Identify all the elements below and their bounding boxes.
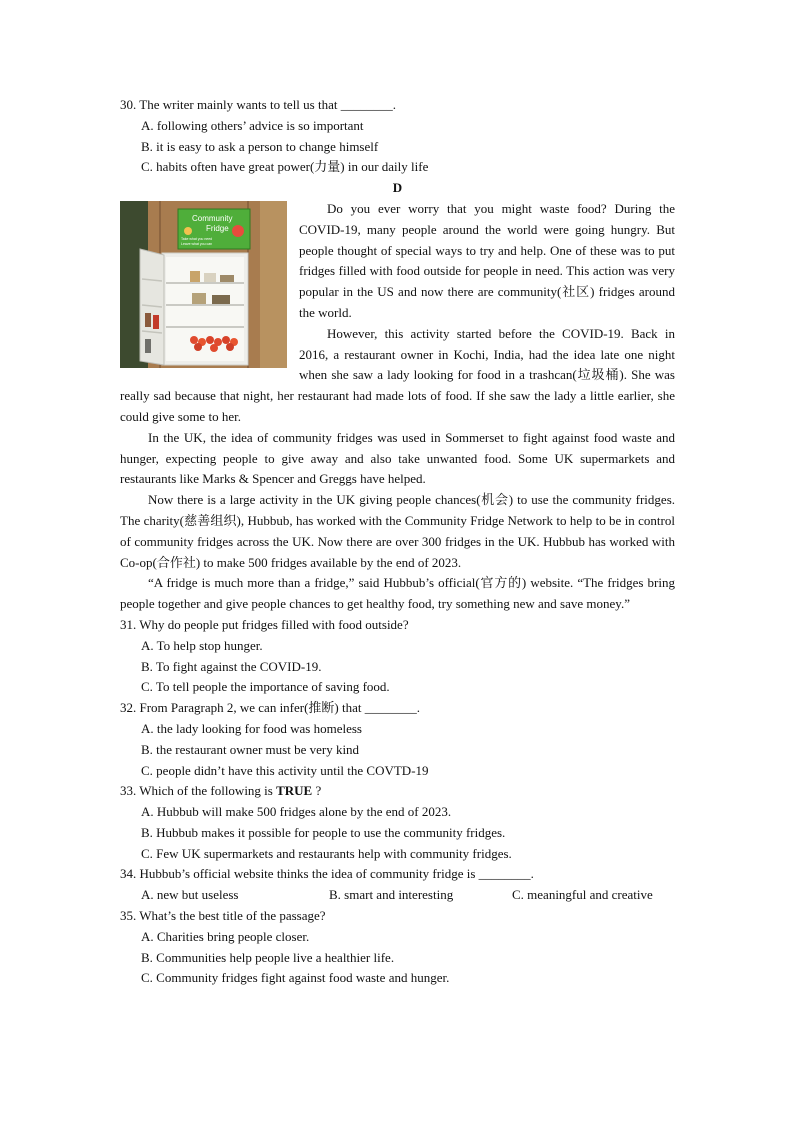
question-34-option-c: C. meaningful and creative [512, 887, 653, 903]
sign-title-1: Community [192, 213, 233, 223]
question-34-options [141, 885, 675, 906]
question-34-option-b: B. smart and interesting [329, 887, 454, 903]
question-33-stem [120, 781, 675, 802]
question-31-option-a: A. To help stop hunger. [141, 637, 263, 653]
sign-small-2: Leave what you can [181, 241, 213, 246]
question-35-option-c: C. Community fridges fight against food waste and hunger. [141, 970, 450, 986]
question-31-stem: 31. Why do people put fridges filled with food outside? [120, 616, 409, 632]
question-33-option-b: B. Hubbub makes it possible for people to use the community fridges. [141, 824, 506, 840]
question-31-option-c: C. To tell people the importance of saving food. [141, 679, 390, 695]
passage-paragraph-5: “A fridge is much more than a fridge,” said Hubbub’s official(官方的) website. “The fridges bring people together and give people chances to get healthy food, try something new and save money.” [120, 575, 675, 612]
community-fridge-photo [120, 201, 287, 368]
question-30-stem: 30. The writer mainly wants to tell us that ________. [120, 97, 396, 112]
question-33-stem-emphasis: TRUE [276, 783, 313, 799]
question-30-option-c: C. habits often have great power(力量) in our daily life [141, 159, 429, 175]
question-32-option-b: B. the restaurant owner must be very kind [141, 741, 360, 757]
passage-paragraph-2: However, this activity started before the COVID-19. Back in 2016, a restaurant owner in Kochi, India, had the idea late one night when she saw a lady looking for food in a trashcan(垃圾桶). She was really sad because that night, her restaurant had made lots of food. If she saw the lady a little earlier, she could give some to her. [120, 325, 675, 424]
passage-paragraph-1: Do you ever worry that you might waste food? During the COVID-19, many people around the world were going hungry. But people thought of special ways to try and help. One of these was to put fridges filled with food outside for people in need. This action was very popular in the US and now there are community(社区) fridges around the world. [299, 200, 675, 320]
question-33-option-a: A. Hubbub will make 500 fridges alone by the end of 2023. [141, 804, 452, 820]
exam-page [120, 95, 675, 989]
question-34-option-a: A. new but useless [141, 887, 239, 903]
sign-title-2: Fridge [206, 223, 229, 233]
passage-paragraph-3: In the UK, the idea of community fridges was used in Sommerset to fight against food waste and hunger, expecting people to give away and also take unwanted food. Some UK supermarkets and restaurants like Marks & Spencer and Greggs have helped. [120, 429, 675, 487]
question-32-option-c: C. people didn’t have this activity until the COVTD-19 [141, 762, 429, 778]
question-35-option-a: A. Charities bring people closer. [141, 928, 310, 944]
question-35-stem: 35. What’s the best title of the passage? [120, 908, 326, 924]
question-34-stem: 34. Hubbub’s official website thinks the idea of community fridge is ________. [120, 866, 534, 882]
question-33-stem-prefix: 33. Which of the following is [120, 783, 277, 799]
question-30-option-a: A. following others’ advice is so important [141, 117, 364, 133]
question-30-option-b: B. it is easy to ask a person to change himself [141, 138, 379, 154]
question-32-stem: 32. From Paragraph 2, we can infer(推断) that ________. [120, 700, 421, 716]
section-letter: D [392, 180, 403, 196]
question-32-option-a: A. the lady looking for food was homeless [141, 720, 362, 736]
question-33-option-c: C. Few UK supermarkets and restaurants help with community fridges. [141, 845, 512, 861]
passage-paragraph-4: Now there is a large activity in the UK giving people chances(机会) to use the community fridges. The charity(慈善组织), Hubbub, has worked with the Community Fridge Network to help to be in control of community fridges across the UK. Now there are over 300 fridges in the UK. Hubbub has worked with Co-op(合作社) to make 500 fridges available by the end of 2023. [120, 492, 675, 570]
question-35-option-b: B. Communities help people live a healthier life. [141, 949, 395, 965]
question-33-stem-suffix: ? [312, 783, 322, 799]
question-31-option-b: B. To fight against the COVID-19. [141, 658, 322, 674]
sign-small-1: Take what you need [181, 236, 213, 241]
